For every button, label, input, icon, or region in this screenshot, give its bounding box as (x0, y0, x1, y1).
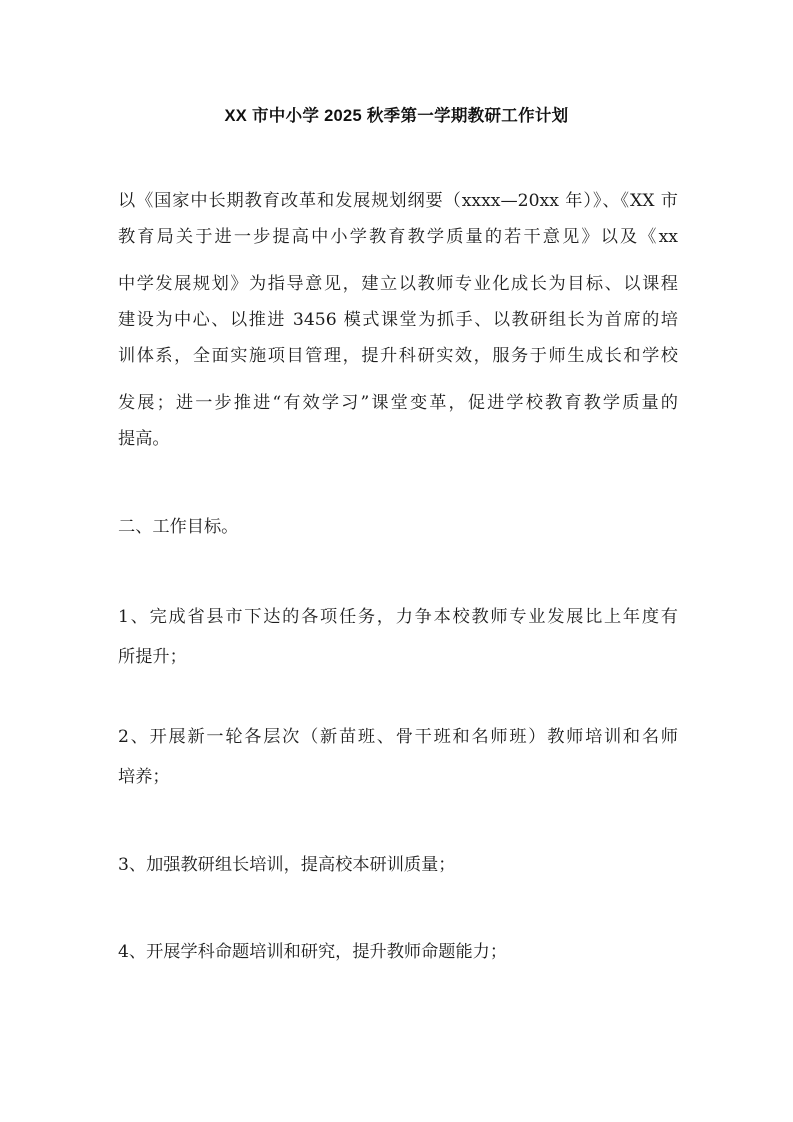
intro-line: 建设为中心、以推进 3456 模式课堂为抓手、以教研组长为首席的培 (118, 310, 678, 330)
goal-line: 4、开展学科命题培训和研究，提升教师命题能力； (118, 942, 508, 962)
goal-line: 3、加强教研组长培训，提高校本研训质量； (118, 855, 456, 875)
goal-line: 培养； (118, 767, 170, 787)
intro-line: 发展；进一步推进“有效学习”课堂变革，促进学校教育教学质量的 (118, 393, 678, 413)
goal-line: 所提升； (118, 647, 187, 667)
goal-line: 1、完成省县市下达的各项任务，力争本校教师专业发展比上年度有 (118, 607, 678, 627)
goal-line: 2、开展新一轮各层次（新苗班、骨干班和名师班）教师培训和名师 (118, 727, 678, 747)
intro-line: 提高。 (118, 429, 170, 449)
intro-line: 训体系，全面实施项目管理，提升科研实效，服务于师生成长和学校 (118, 346, 678, 366)
intro-line: 中学发展规划》为指导意见，建立以教师专业化成长为目标、以课程 (118, 274, 678, 294)
intro-line: 以《国家中长期教育改革和发展规划纲要（xxxx—20xx 年）》、《XX 市 (118, 191, 678, 211)
document-title: XX 市中小学 2025 秋季第一学期教研工作计划 (224, 107, 569, 125)
intro-line: 教育局关于进一步提高中小学教育教学质量的若干意见》以及《xx (118, 227, 678, 247)
section-heading: 二、工作目标。 (118, 517, 239, 537)
